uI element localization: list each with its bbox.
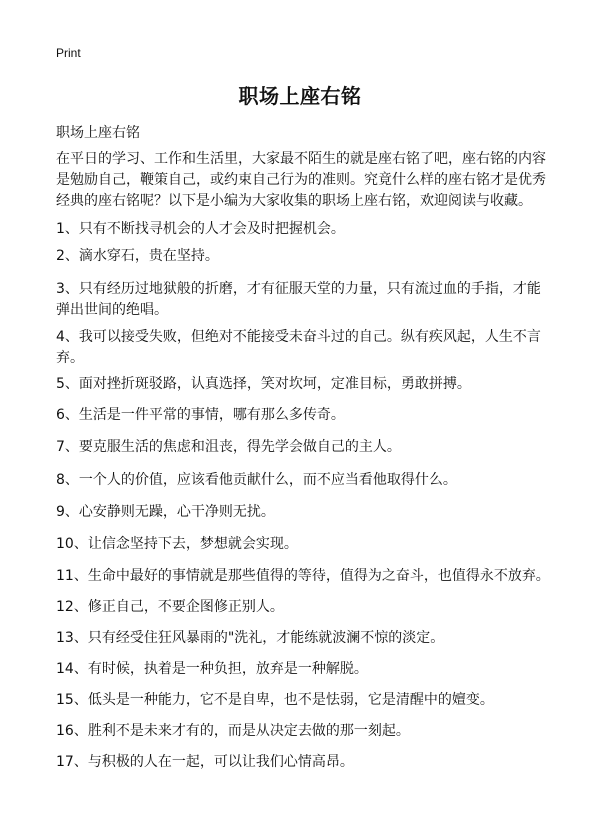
list-item: 15、低头是一种能力，它不是自卑，也不是怯弱，它是清醒中的嬗变。 bbox=[56, 692, 494, 708]
list-item: 12、修正自己，不要企图修正别人。 bbox=[56, 599, 284, 615]
list-item: 13、只有经受住狂风暴雨的"洗礼，才能练就波澜不惊的淡定。 bbox=[56, 630, 445, 646]
list-item: 9、心安静则无躁，心干净则无扰。 bbox=[56, 504, 275, 520]
list-item: 6、生活是一件平常的事情，哪有那么多传奇。 bbox=[56, 407, 345, 423]
list-item: 3、只有经历过地狱般的折磨，才有征服天堂的力量，只有流过血的手指，才能弹出世间的绝唱。 bbox=[56, 281, 541, 318]
list-item: 11、生命中最好的事情就是那些值得的等待，值得为之奋斗，也值得永不放弃。 bbox=[56, 568, 550, 584]
page-title: 职场上座右铭 bbox=[238, 84, 362, 108]
list-item: 10、让信念坚持下去，梦想就会实现。 bbox=[56, 536, 298, 552]
list-item: 8、一个人的价值，应该看他贡献什么，而不应当看他取得什么。 bbox=[56, 472, 457, 488]
article-subtitle: 职场上座右铭 bbox=[56, 125, 140, 141]
print-link[interactable]: Print bbox=[56, 46, 81, 60]
list-item: 4、我可以接受失败，但绝对不能接受未奋斗过的自己。纵有疾风起，人生不言弃。 bbox=[56, 329, 541, 366]
list-item: 17、与积极的人在一起，可以让我们心情高昂。 bbox=[56, 754, 354, 770]
list-item: 1、只有不断找寻机会的人才会及时把握机会。 bbox=[56, 221, 345, 237]
list-item: 14、有时候，执着是一种负担，放弃是一种解脱。 bbox=[56, 661, 368, 677]
intro-paragraph: 在平日的学习、工作和生活里，大家最不陌生的就是座右铭了吧，座右铭的内容是勉励自己，鞭策自己，或约束自己行为的准则。究竟什么样的座右铭才是优秀经典的座右铭呢？以下是小编为大家收集的职场上座右铭，欢迎阅读与收藏。 bbox=[56, 151, 546, 209]
list-item: 2、滴水穿石，贵在坚持。 bbox=[56, 248, 219, 264]
list-item: 7、要克服生活的焦虑和沮丧，得先学会做自己的主人。 bbox=[56, 439, 401, 455]
list-item: 5、面对挫折斑驳路，认真选择，笑对坎坷，定准目标，勇敢拼搏。 bbox=[56, 376, 471, 392]
list-item: 16、胜利不是未来才有的，而是从决定去做的那一刻起。 bbox=[56, 723, 410, 739]
